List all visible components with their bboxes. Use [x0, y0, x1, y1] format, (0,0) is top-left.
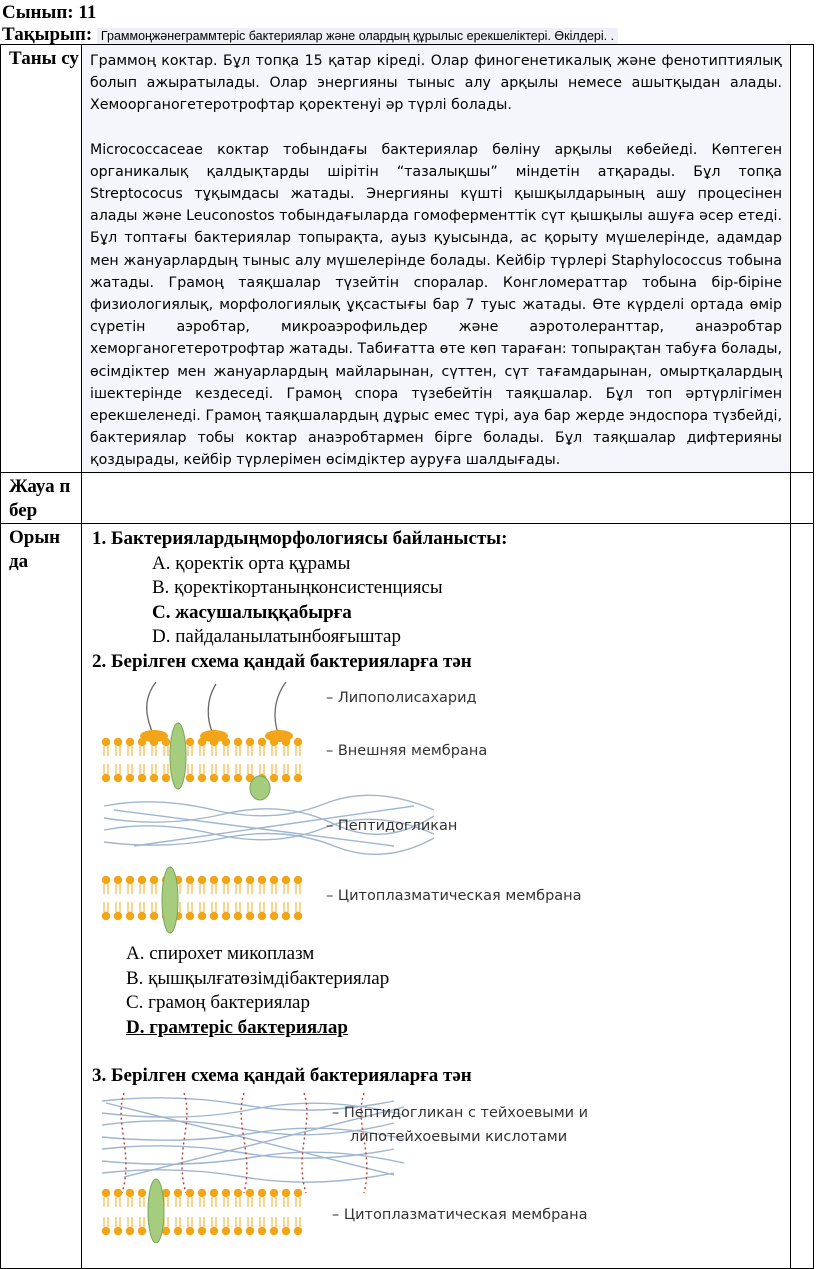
- cytoplasmic-membrane-bilayer: [102, 876, 302, 920]
- lipid-head: [102, 738, 110, 746]
- lipid-head: [210, 912, 218, 920]
- lipid-head: [294, 912, 302, 920]
- q1-option-d: D. пайдаланылатынбояғыштар: [152, 626, 401, 647]
- lipid-head: [246, 1188, 254, 1196]
- question-1-title: 1. Бактериялардыңморфологиясы байланысты:: [92, 528, 508, 549]
- lipid-head: [234, 738, 242, 746]
- label-peptidoglycan-teichoic-2: липотейхоевыми кислотами: [350, 1128, 568, 1145]
- teichoic-acid-strands: [121, 1093, 367, 1193]
- grade-heading: Сынып: 11: [2, 2, 97, 23]
- label-cytoplasmic-membrane: – Цитоплазматическая мембрана: [326, 888, 582, 904]
- gp-cytoplasmic-membrane-bilayer: [102, 1188, 302, 1234]
- membrane-protein: [250, 776, 270, 800]
- lipid-head: [246, 1226, 254, 1234]
- lipid-head: [246, 738, 254, 746]
- lipid-head: [234, 1226, 242, 1234]
- lipid-head: [222, 912, 230, 920]
- lipid-head: [102, 876, 110, 884]
- question-2-title: 2. Берілген схема қандай бактерияларға тән: [92, 650, 472, 672]
- lipid-head: [102, 1188, 110, 1196]
- lipid-head: [246, 912, 254, 920]
- gram-negative-wall-diagram: [94, 678, 654, 938]
- lesson-table: [0, 44, 814, 1269]
- row-label-answer: Жауа п бер: [1, 473, 82, 524]
- lipid-head: [126, 774, 134, 782]
- lipid-head: [138, 912, 146, 920]
- question-1: [82, 524, 790, 1243]
- lipid-head: [294, 1226, 302, 1234]
- lipid-head: [114, 876, 122, 884]
- lipid-head: [270, 912, 278, 920]
- lipid-head: [222, 1188, 230, 1196]
- lipid-head: [198, 912, 206, 920]
- reading-cell: [82, 45, 791, 473]
- lipid-head: [114, 912, 122, 920]
- lipid-head: [294, 876, 302, 884]
- empty-cell: [791, 473, 814, 524]
- lipopolysaccharide-heads: [140, 730, 293, 742]
- row-label-read: Таны су: [1, 45, 82, 473]
- lipid-head: [222, 774, 230, 782]
- lipid-head: [282, 1226, 290, 1234]
- q1-option-b: B. қоректікортаныңконсистенциясы: [152, 577, 443, 598]
- lipid-head: [258, 912, 266, 920]
- reading-paragraph-2: Micrococcaceae коктар тобындағы бактериялар бөліну арқылы көбейеді. Көптеген органикалық қалдықтарды шірітін “тазалықшы” міндетін атқарады. Бұл топқа Streptococus тұқымдасы жатады. Энергияны күшті қышқылдарының ашу процесінен алады және Leuconostos тобындағыларда гомоферменттік сүт қышқылы ашуға әсер етеді. Бұл топтағы бактериялар топырақта, ауыз қуысында, ас қорыту мүшелерінде, адамдар мен жануарлардың тыныс алу мүшелерінде болады. Кейбір түрлері Staphylococcus тобына жатады. Грамоң таяқшалар түзейтін споралар. Конгломераттар тобына бір-біріне физиологиялық, морфологиялық ұқсастығы бар 7 туыс жатады. Өте күрделі ортада өмір сүретін аэробтар, микроаэрофильдер және аэротолеранттар, анаэробтар хеморганогетеротрофтар жатады. Табиғатта өте көп тараған: топырақтан табуға болады, өсімдіктер мен жануарлардың майларынан, сүттен, сүт тағамдарынан, омыртқалардың ішектерінде кездеседі. Грамоң спора түзебейтін таяқшалар. Бұл топ әртүрлігімен ерекшеленеді. Грамоң таяқшалардың дұрыс емес түрі, ауа бар жерде эндоспора түзбейді, бактериялар тобы коктар анаэробтармен бірге болады. Бұл таяқшалар дифтерияны қоздырады, кейбір түрлерімен өсімдіктер ауруға шалдығады.: [90, 141, 782, 469]
- lipid-head: [282, 774, 290, 782]
- lipid-head: [102, 912, 110, 920]
- lipid-head: [138, 1188, 146, 1196]
- lipid-head: [294, 1188, 302, 1196]
- lipid-head: [234, 912, 242, 920]
- lipid-head: [126, 1188, 134, 1196]
- lipid-head: [282, 876, 290, 884]
- lipid-head: [150, 774, 158, 782]
- lipid-head: [102, 1226, 110, 1234]
- lipid-head: [270, 1188, 278, 1196]
- empty-cell: [791, 45, 814, 473]
- q2-option-c: C. грамоң бактериялар: [126, 992, 310, 1013]
- lipid-head: [186, 774, 194, 782]
- gram-positive-wall-diagram: [94, 1093, 654, 1243]
- lipid-head: [186, 912, 194, 920]
- lipid-head: [186, 876, 194, 884]
- lipid-head: [186, 1188, 194, 1196]
- question-3-title: 3. Берілген схема қандай бактерияларға тән: [92, 1065, 472, 1086]
- label-lipopolysaccharide: – Липополисахарид: [326, 690, 477, 706]
- answer-cell: [82, 473, 791, 524]
- lipid-head: [282, 912, 290, 920]
- q1-option-c-correct: C. жасушалыққабырға: [152, 601, 352, 623]
- label-outer-membrane: – Внешняя мембрана: [326, 743, 488, 759]
- q2-option-d-text: D. грамтеріс бактериялар: [126, 1016, 348, 1038]
- q2-option-b: B. қышқылғатөзімдібактериялар: [126, 967, 390, 989]
- lipid-head: [222, 876, 230, 884]
- lipid-head: [198, 774, 206, 782]
- label-peptidoglycan-teichoic-1: – Пептидогликан с тейхоевыми и: [332, 1104, 589, 1121]
- lipid-head: [258, 876, 266, 884]
- lipid-head: [114, 1188, 122, 1196]
- lipid-head: [174, 1188, 182, 1196]
- lipid-head: [258, 738, 266, 746]
- lipid-head: [174, 1226, 182, 1234]
- lipid-head: [138, 876, 146, 884]
- gp-membrane-protein: [148, 1179, 164, 1243]
- reading-text: [82, 45, 790, 472]
- lipid-head: [186, 1226, 194, 1234]
- outer-membrane-bilayer: [102, 738, 302, 782]
- lipid-head: [270, 876, 278, 884]
- lipid-head: [114, 774, 122, 782]
- empty-cell: [791, 524, 814, 1269]
- lipid-head: [126, 876, 134, 884]
- lipid-head: [222, 1226, 230, 1234]
- lipid-head: [210, 876, 218, 884]
- row-label-do: Орын да: [1, 524, 82, 1269]
- lipid-head: [114, 1226, 122, 1234]
- lipid-head: [114, 738, 122, 746]
- lipid-head: [186, 738, 194, 746]
- lipid-head: [234, 876, 242, 884]
- lipid-head: [258, 1188, 266, 1196]
- cytoplasmic-membrane-protein: [162, 867, 178, 933]
- lipid-head: [198, 1226, 206, 1234]
- lipid-head: [246, 876, 254, 884]
- topic-text: Граммоңжәнеграммтеріс бактериялар және олардың құрылыс ерекшеліктері. Өкілдері. .: [97, 28, 618, 44]
- lipid-head: [234, 774, 242, 782]
- lipid-head: [294, 738, 302, 746]
- lipid-head: [198, 876, 206, 884]
- lipopolysaccharide-chains: [147, 682, 286, 736]
- tasks-cell: [82, 524, 791, 1269]
- q2-option-a: A. спирохет микоплазм: [126, 943, 315, 964]
- lipid-head: [126, 1226, 134, 1234]
- lipid-head: [234, 1188, 242, 1196]
- lipid-head: [126, 738, 134, 746]
- lipid-head: [138, 774, 146, 782]
- lipid-head: [102, 774, 110, 782]
- lipid-head: [150, 912, 158, 920]
- lipid-head: [210, 1188, 218, 1196]
- lipid-head: [126, 912, 134, 920]
- reading-paragraph-1: Граммоң коктар. Бұл топқа 15 қатар кіреді. Олар финогенетикалық және фенотиптиялық болып ажыратылады. Олар энергияны тыныс алу арқылы немесе ашытқыдан алады. Хемоорганогетеротрофтар қоректенуі әр түрлі болады.: [90, 53, 782, 114]
- lipid-head: [162, 774, 170, 782]
- label-peptidoglycan: – Пептидогликан: [326, 818, 458, 834]
- topic-label: Тақырып:: [2, 24, 93, 45]
- q2-option-d-correct: [92, 1016, 782, 1041]
- q1-option-a: A. қоректік орта құрамы: [152, 552, 351, 574]
- lipid-head: [210, 1226, 218, 1234]
- porin-protein: [170, 723, 186, 789]
- lipid-head: [270, 1226, 278, 1234]
- lipid-head: [198, 1188, 206, 1196]
- lipid-head: [282, 1188, 290, 1196]
- label-gp-cytoplasmic-membrane: – Цитоплазматическая мембрана: [332, 1206, 588, 1223]
- lipid-head: [294, 774, 302, 782]
- lipid-head: [138, 1226, 146, 1234]
- lipid-head: [210, 774, 218, 782]
- lipid-head: [150, 876, 158, 884]
- lipid-head: [258, 1226, 266, 1234]
- lipid-head: [270, 774, 278, 782]
